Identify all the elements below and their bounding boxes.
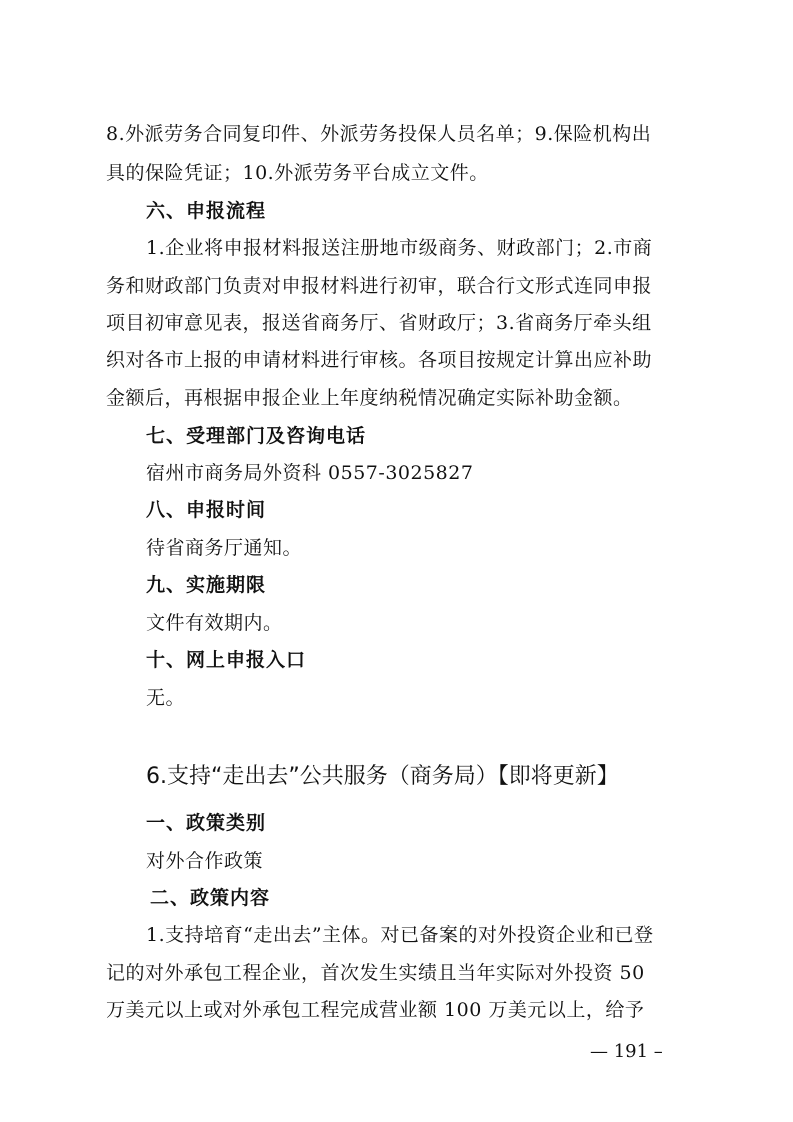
materials-line-2: 具的保险凭证；10.外派劳务平台成立文件。	[106, 162, 489, 184]
section-6-heading: 六、申报流程	[146, 200, 267, 222]
section-6-line-1: 1.企业将申报材料报送注册地市级商务、财政部门；2.市商	[146, 237, 653, 259]
section-6-line-5: 金额后，再根据申报企业上年度纳税情况确定实际补助金额。	[106, 387, 633, 409]
materials-line-1: 8.外派劳务合同复印件、外派劳务投保人员名单；9.保险机构出	[106, 123, 652, 145]
section-6-line-3: 项目初审意见表，报送省商务厅、省财政厅；3.省商务厅牵头组	[106, 312, 652, 334]
policy-content-heading: 二、政策内容	[150, 887, 271, 909]
section-6-line-4: 织对各市上报的申请材料进行审核。各项目按规定计算出应补助	[106, 349, 653, 371]
online-entry-text: 无。	[146, 687, 186, 709]
section-7-heading: 七、受理部门及咨询电话	[146, 425, 367, 447]
policy-category-text: 对外合作政策	[146, 850, 264, 872]
section-8-heading: 八、申报时间	[146, 499, 267, 521]
policy-content-line-1: 1.支持培育“走出去”主体。对已备案的对外投资企业和已登	[146, 924, 654, 946]
section-9-heading: 九、实施期限	[146, 574, 267, 596]
policy-category-heading: 一、政策类别	[146, 812, 267, 834]
policy-content-line-2: 记的对外承包工程企业，首次发生实绩且当年实际对外投资 50	[106, 962, 645, 984]
policy-content-line-3: 万美元以上或对外承包工程完成营业额 100 万美元以上，给予	[106, 999, 645, 1021]
page-number: — 191 –	[590, 1041, 663, 1062]
section-6-line-2: 务和财政部门负责对申报材料进行初审，联合行文形式连同申报	[106, 275, 653, 297]
section-10-heading: 十、网上申报入口	[146, 649, 307, 671]
contact-text: 宿州市商务局外资科 0557-3025827	[146, 462, 474, 484]
implementation-period-text: 文件有效期内。	[146, 612, 283, 634]
policy-6-title: 6.支持“走出去”公共服务（商务局）【即将更新】	[146, 764, 619, 789]
application-time-text: 待省商务厅通知。	[146, 537, 303, 559]
